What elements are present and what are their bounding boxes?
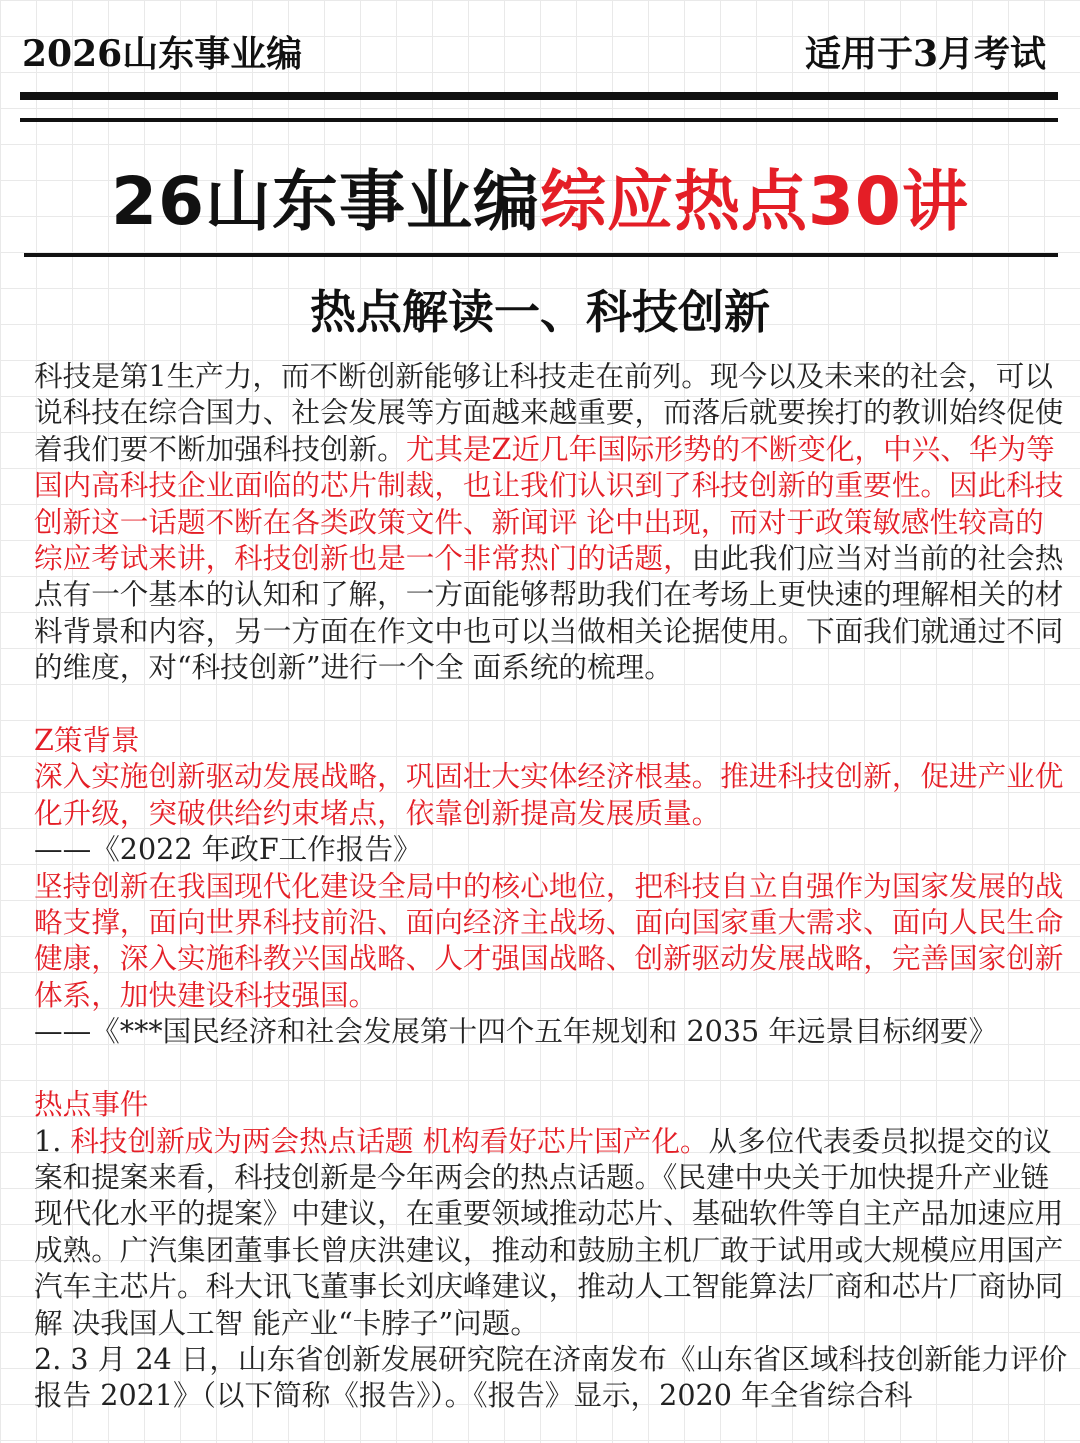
intro-text-red: 尤其是Z近几年国际形势的不断变化，中兴、华为等国内高科技企业面临的芯片制裁，也让我们认识到了科技创新的重要性。因此科技创新这一话题不断在各类政策文件、新闻评 论中出现，而对于政策敏感性较高的综应考试来讲，科技创新也是一个非常热门的话题， xyxy=(34,431,1064,576)
header-right: 适用于3月考试 xyxy=(804,33,1046,75)
event-item-1-number: 1. xyxy=(34,1123,71,1158)
intro-text-3: 由此我们应当对当前的社会热点有一个基本的认知和了解，一方面能够帮助我们在考场上更快速的理解相关的材料背景和内容，另一方面在作文中也可以当做相关论据使用。下面我们就通过不同的维度，对“科技创新”进行一个全 面系统的梳理。 xyxy=(34,541,1064,685)
event-item-1-headline: 科技创新成为两会热点话题 机构看好芯片国产化。 xyxy=(70,1123,709,1158)
spacer xyxy=(34,1050,1070,1086)
policy-heading: Z策背景 xyxy=(34,723,140,758)
events-heading: 热点事件 xyxy=(34,1087,149,1122)
top-rule-thin xyxy=(20,118,1058,122)
event-item-1-text: 从多位代表委员拟提交的议案和提案来看，科技创新是今年两会的热点话题。《民建中央关于加快提升产业链现代化水平的提案》中建议，在重要领域推动芯片、基础软件等自主产品加速应用成熟。广汽集团董事长曾庆洪建议，推动和鼓励主机厂敢于试用或大规模应用国产汽车主芯片。科大讯飞董事长刘庆峰建议，推动人工智能算法厂商和芯片厂商协同解 决我国人工智 能产业“卡脖子”问题。 xyxy=(34,1123,1064,1340)
policy-quote-2: 坚持创新在我国现代化建设全局中的核心地位，把科技自立自强作为国家发展的战略支撑，面向世界科技前沿、面向经济主战场、面向国家重大需求、面向人民生命健康，深入实施科教兴国战略、人才强国战略、创新驱动发展战略，完善国家创新体系，加快建设科技强国。 xyxy=(34,868,1064,1012)
policy-source-2: ——《***国民经济和社会发展第十四个五年规划和 2035 年远景目标纲要》 xyxy=(34,1014,998,1049)
title-red: 综应热点30讲 xyxy=(540,163,969,240)
title-black: 26山东事业编 xyxy=(111,163,540,240)
article-body xyxy=(34,358,1070,1414)
spacer xyxy=(34,686,1070,722)
policy-quote-1: 深入实施创新驱动发展战略，巩固壮大实体经济根基。推进科技创新，促进产业优化升级，突破供给约束堵点，依靠创新提高发展质量。 xyxy=(34,759,1064,830)
page-title xyxy=(0,148,1080,243)
title-rule xyxy=(24,253,1058,257)
policy-source-1: ——《2022 年政F工作报告》 xyxy=(34,832,422,867)
intro-paragraph xyxy=(34,358,1070,686)
section-title: 热点解读一、科技创新 xyxy=(310,285,770,339)
event-item-2: 2. 3 月 24 日，山东省创新发展研究院在济南发布《山东省区域科技创新能力评价报告 2021》（以下简称《报告》）。《报告》显示，2020 年全省综合科 xyxy=(34,1341,1068,1413)
top-rule-thick xyxy=(20,92,1058,100)
intro-text-1: 科技是第1生产力，而不断创新能够让科技走在前列。现今以及未来的社会，可以说科技在综合国力、社会发展等方面越来越重要，而落后就要挨打的教训始终促使着我们要不断加强科技创新。 xyxy=(34,359,1064,466)
event-item-1 xyxy=(34,1123,1070,1341)
header-left: 2026山东事业编 xyxy=(22,33,303,75)
